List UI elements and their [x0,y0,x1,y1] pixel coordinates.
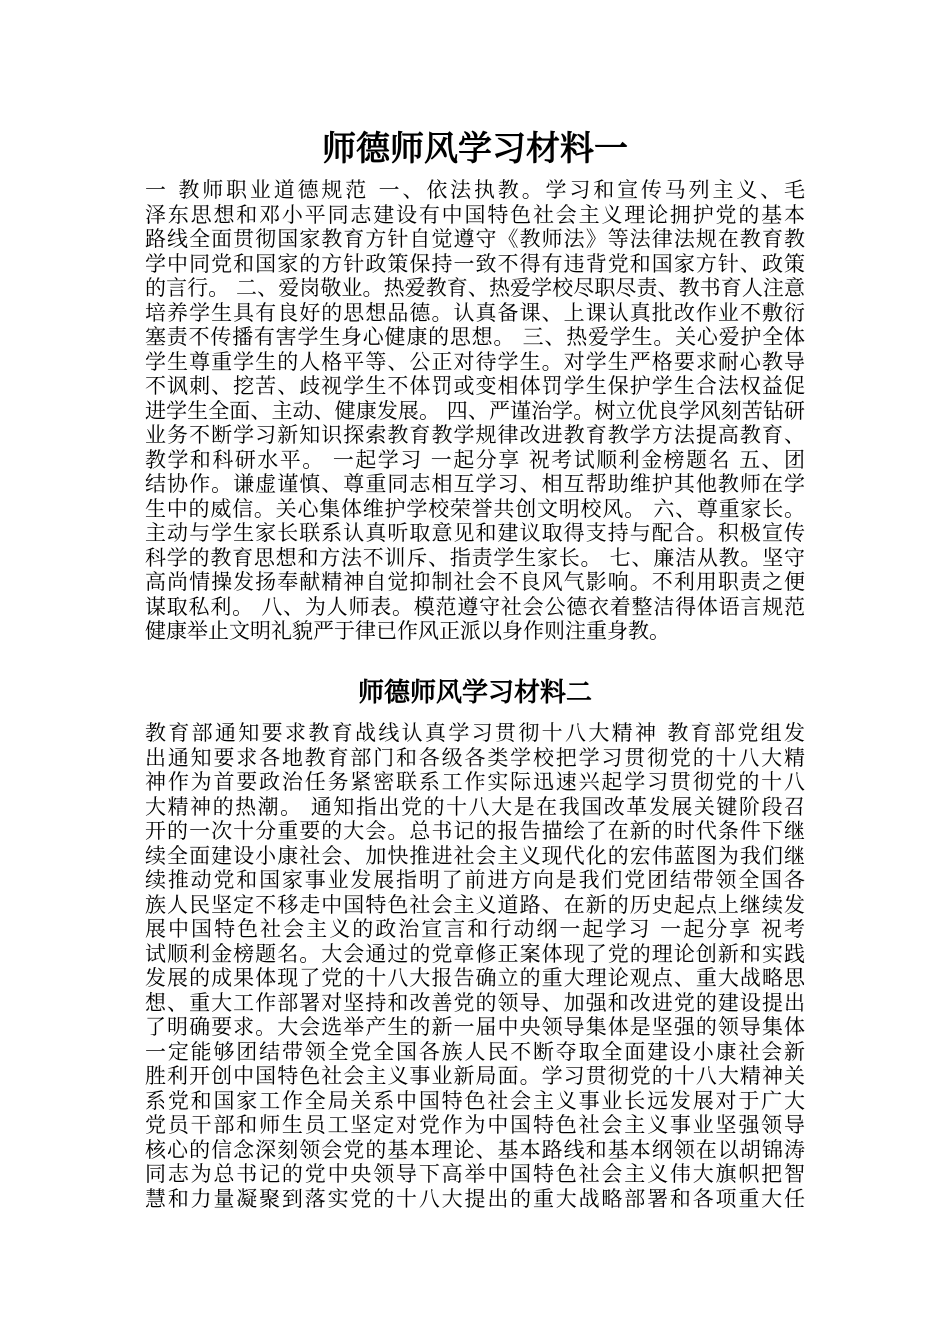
section1-line: 结协作。谦虚谨慎、尊重同志相互学习、相互帮助维护其他教师在学 [145,472,805,496]
section2-line: 了明确要求。大会选举产生的新一届中央领导集体是坚强的领导集体 [145,1015,805,1039]
section2-line: 想、重大工作部署对坚持和改善党的领导、加强和改进党的建设提出 [145,990,805,1015]
section2-line: 慧和力量凝聚到落实党的十八大提出的重大战略部署和各项重大任 [145,1186,805,1211]
section2-line: 出通知要求各地教育部门和各级各类学校把学习贯彻党的十八大精 [145,745,805,770]
section1-body [145,178,805,644]
section1-line: 培养学生具有良好的思想品德。认真备课、上课认真批改作业不敷衍 [145,300,805,325]
section2-line: 展中国特色社会主义的政治宣言和行动纲一起学习 一起分享 祝考 [145,917,805,941]
section1-line: 主动与学生家长联系认真听取意见和建议取得支持与配合。积极宣传 [145,521,805,545]
section1-line: 健康举止文明礼貌严于律已作风正派以身作则注重身教。 [145,619,670,643]
section1-line: 高尚情操发扬奉献精神自觉抑制社会不良风气影响。不利用职责之便 [145,570,805,594]
section2-line: 神作为首要政治任务紧密联系工作实际迅速兴起学习贯彻党的十八 [145,770,805,794]
section1-line: 生中的威信。关心集体维护学校荣誉共创文明校风。 六、尊重家长。 [145,496,805,521]
section1-line: 谋取私利。 八、为人师表。模范遵守社会公德衣着整洁得体语言规范 [145,594,805,619]
section2-line: 核心的信念深刻领会党的基本理论、基本路线和基本纲领在以胡锦涛 [145,1137,805,1162]
section2-line: 一定能够团结带领全党全国各族人民不断夺取全面建设小康社会新 [145,1039,805,1064]
section2-line: 开的一次十分重要的大会。总书记的报告描绘了在新的时代条件下继 [145,819,805,843]
section2-line: 系党和国家工作全局关系中国特色社会主义事业长远发展对于广大 [145,1088,805,1113]
section1-line: 学生尊重学生的人格平等、公正对待学生。对学生严格要求耐心教导 [145,349,805,374]
section2-line: 发展的成果体现了党的十八大报告确立的重大理论观点、重大战略思 [145,966,805,990]
section2-line: 续全面建设小康社会、加快推进社会主义现代化的宏伟蓝图为我们继 [145,843,805,868]
section1-line: 的言行。 二、爱岗敬业。热爱教育、热爱学校尽职尽责、教书育人注意 [145,276,805,300]
section2-line: 族人民坚定不移走中国特色社会主义道路、在新的历史起点上继续发 [145,892,805,917]
section2-body [145,721,805,1211]
section2-title: 师德师风学习材料二 [357,678,592,708]
section2-line: 教育部通知要求教育战线认真学习贯彻十八大精神 教育部党组发 [145,721,805,745]
section1-line: 泽东思想和邓小平同志建设有中国特色社会主义理论拥护党的基本 [145,202,805,227]
section2-line: 胜利开创中国特色社会主义事业新局面。学习贯彻党的十八大精神关 [145,1064,805,1088]
section1-line: 不讽刺、挖苦、歧视学生不体罚或变相体罚学生保护学生合法权益促 [145,374,805,398]
section1-line: 塞责不传播有害学生身心健康的思想。 三、热爱学生。关心爱护全体 [145,325,805,349]
section1-line: 业务不断学习新知识探索教育教学规律改进教育教学方法提高教育、 [145,423,805,447]
section1-line: 学中同党和国家的方针政策保持一致不得有违背党和国家方针、政策 [145,251,805,276]
section2-line: 续推动党和国家事业发展指明了前进方向是我们党团结带领全国各 [145,868,805,892]
section1-line: 进学生全面、主动、健康发展。 四、严谨治学。树立优良学风刻苦钻研 [145,398,805,423]
section1-line: 一 教师职业道德规范 一、依法执教。学习和宣传马列主义、毛 [145,178,805,202]
section2-line: 大精神的热潮。 通知指出党的十八大是在我国改革发展关键阶段召 [145,794,805,819]
section1-line: 科学的教育思想和方法不训斥、指责学生家长。 七、廉洁从教。坚守 [145,545,805,570]
section1-line: 教学和科研水平。 一起学习 一起分享 祝考试顺利金榜题名 五、团 [145,447,805,472]
section2-line: 同志为总书记的党中央领导下高举中国特色社会主义伟大旗帜把智 [145,1162,805,1186]
section1-line: 路线全面贯彻国家教育方针自觉遵守《教师法》等法律法规在教育教 [145,227,805,251]
section1-title: 师德师风学习材料一 [322,129,628,169]
section2-line: 试顺利金榜题名。大会通过的党章修正案体现了党的理论创新和实践 [145,941,805,966]
section2-line: 党员干部和师生员工坚定对党作为中国特色社会主义事业坚强领导 [145,1113,805,1137]
